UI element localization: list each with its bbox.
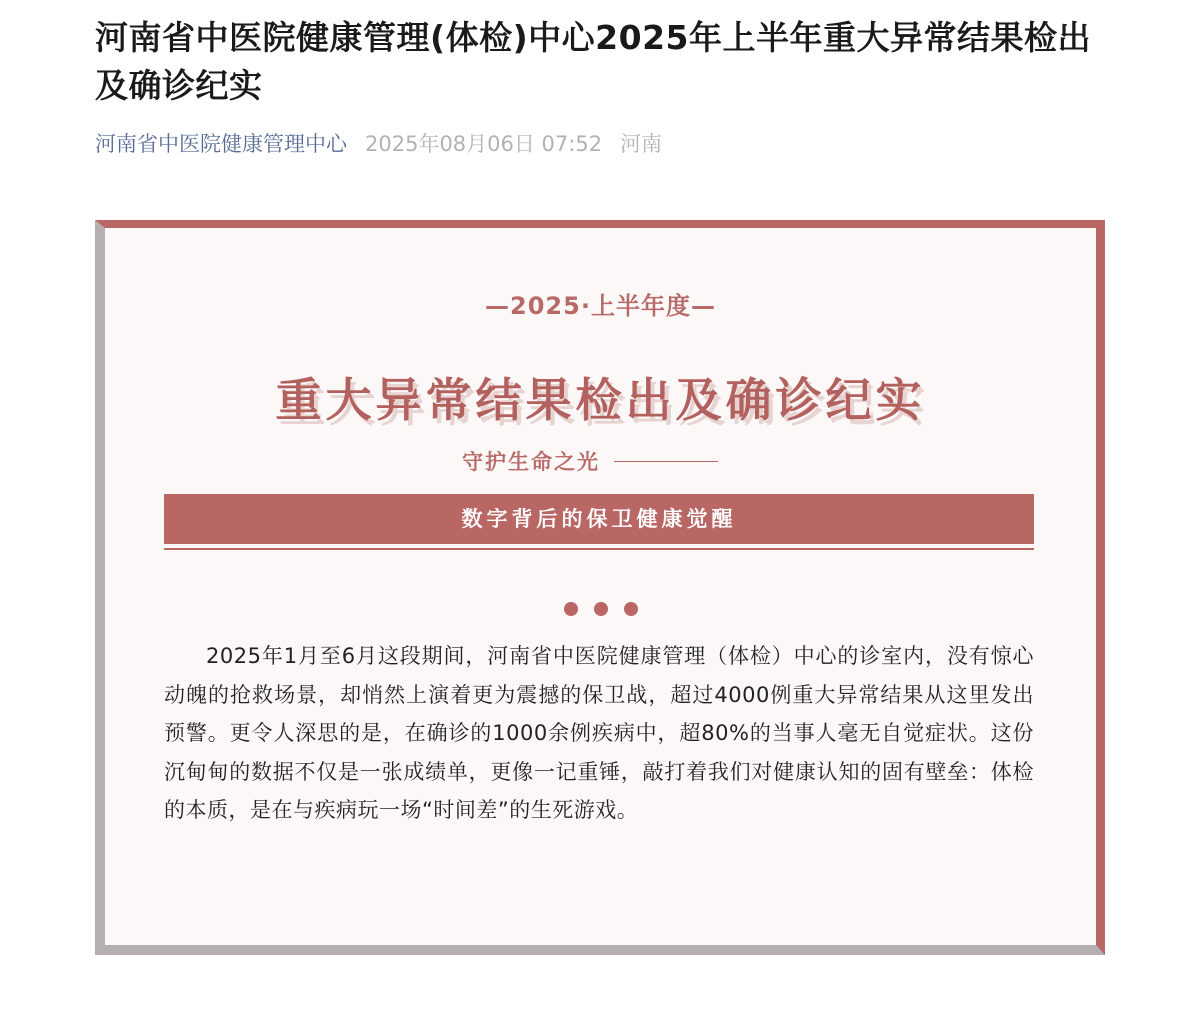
dot-icon — [624, 602, 638, 616]
year-tag: —2025·上半年度— — [485, 292, 716, 320]
banner-underline — [164, 548, 1034, 550]
decorative-dots — [105, 602, 1096, 616]
article-meta — [95, 128, 662, 158]
publish-location: 河南 — [620, 132, 663, 156]
dot-icon — [564, 602, 578, 616]
section-banner: 数字背后的保卫健康觉醒 — [164, 494, 1034, 544]
subtitle-divider-line — [614, 461, 718, 462]
card-inner — [105, 228, 1096, 945]
account-name-link[interactable]: 河南省中医院健康管理中心 — [95, 132, 347, 156]
card-main-title: 重大异常结果检出及确诊纪实 — [275, 373, 926, 427]
card-subtitle-text: 守护生命之光 — [462, 450, 600, 474]
article-title: 河南省中医院健康管理(体检)中心2025年上半年重大异常结果检出及确诊纪实 — [95, 18, 1092, 105]
intro-paragraph: 2025年1月至6月这段期间，河南省中医院健康管理（体检）中心的诊室内，没有惊心动魄的抢救场景，却悄然上演着更为震撼的保卫战，超过4000例重大异常结果从这里发出预警。更令人深思的是，在确诊的1000余例疾病中，超80%的当事人毫无自觉症状。这份沉甸甸的数据不仅是一张成绩单，更像一记重锤，敲打着我们对健康认知的固有壁垒：体检的本质，是在与疾病玩一场“时间差”的生死游戏。 — [164, 644, 1034, 822]
card-subtitle — [462, 446, 718, 476]
publish-time: 2025年08月06日 07:52 — [365, 132, 603, 156]
feature-card-content — [95, 220, 1105, 955]
dot-icon — [594, 602, 608, 616]
